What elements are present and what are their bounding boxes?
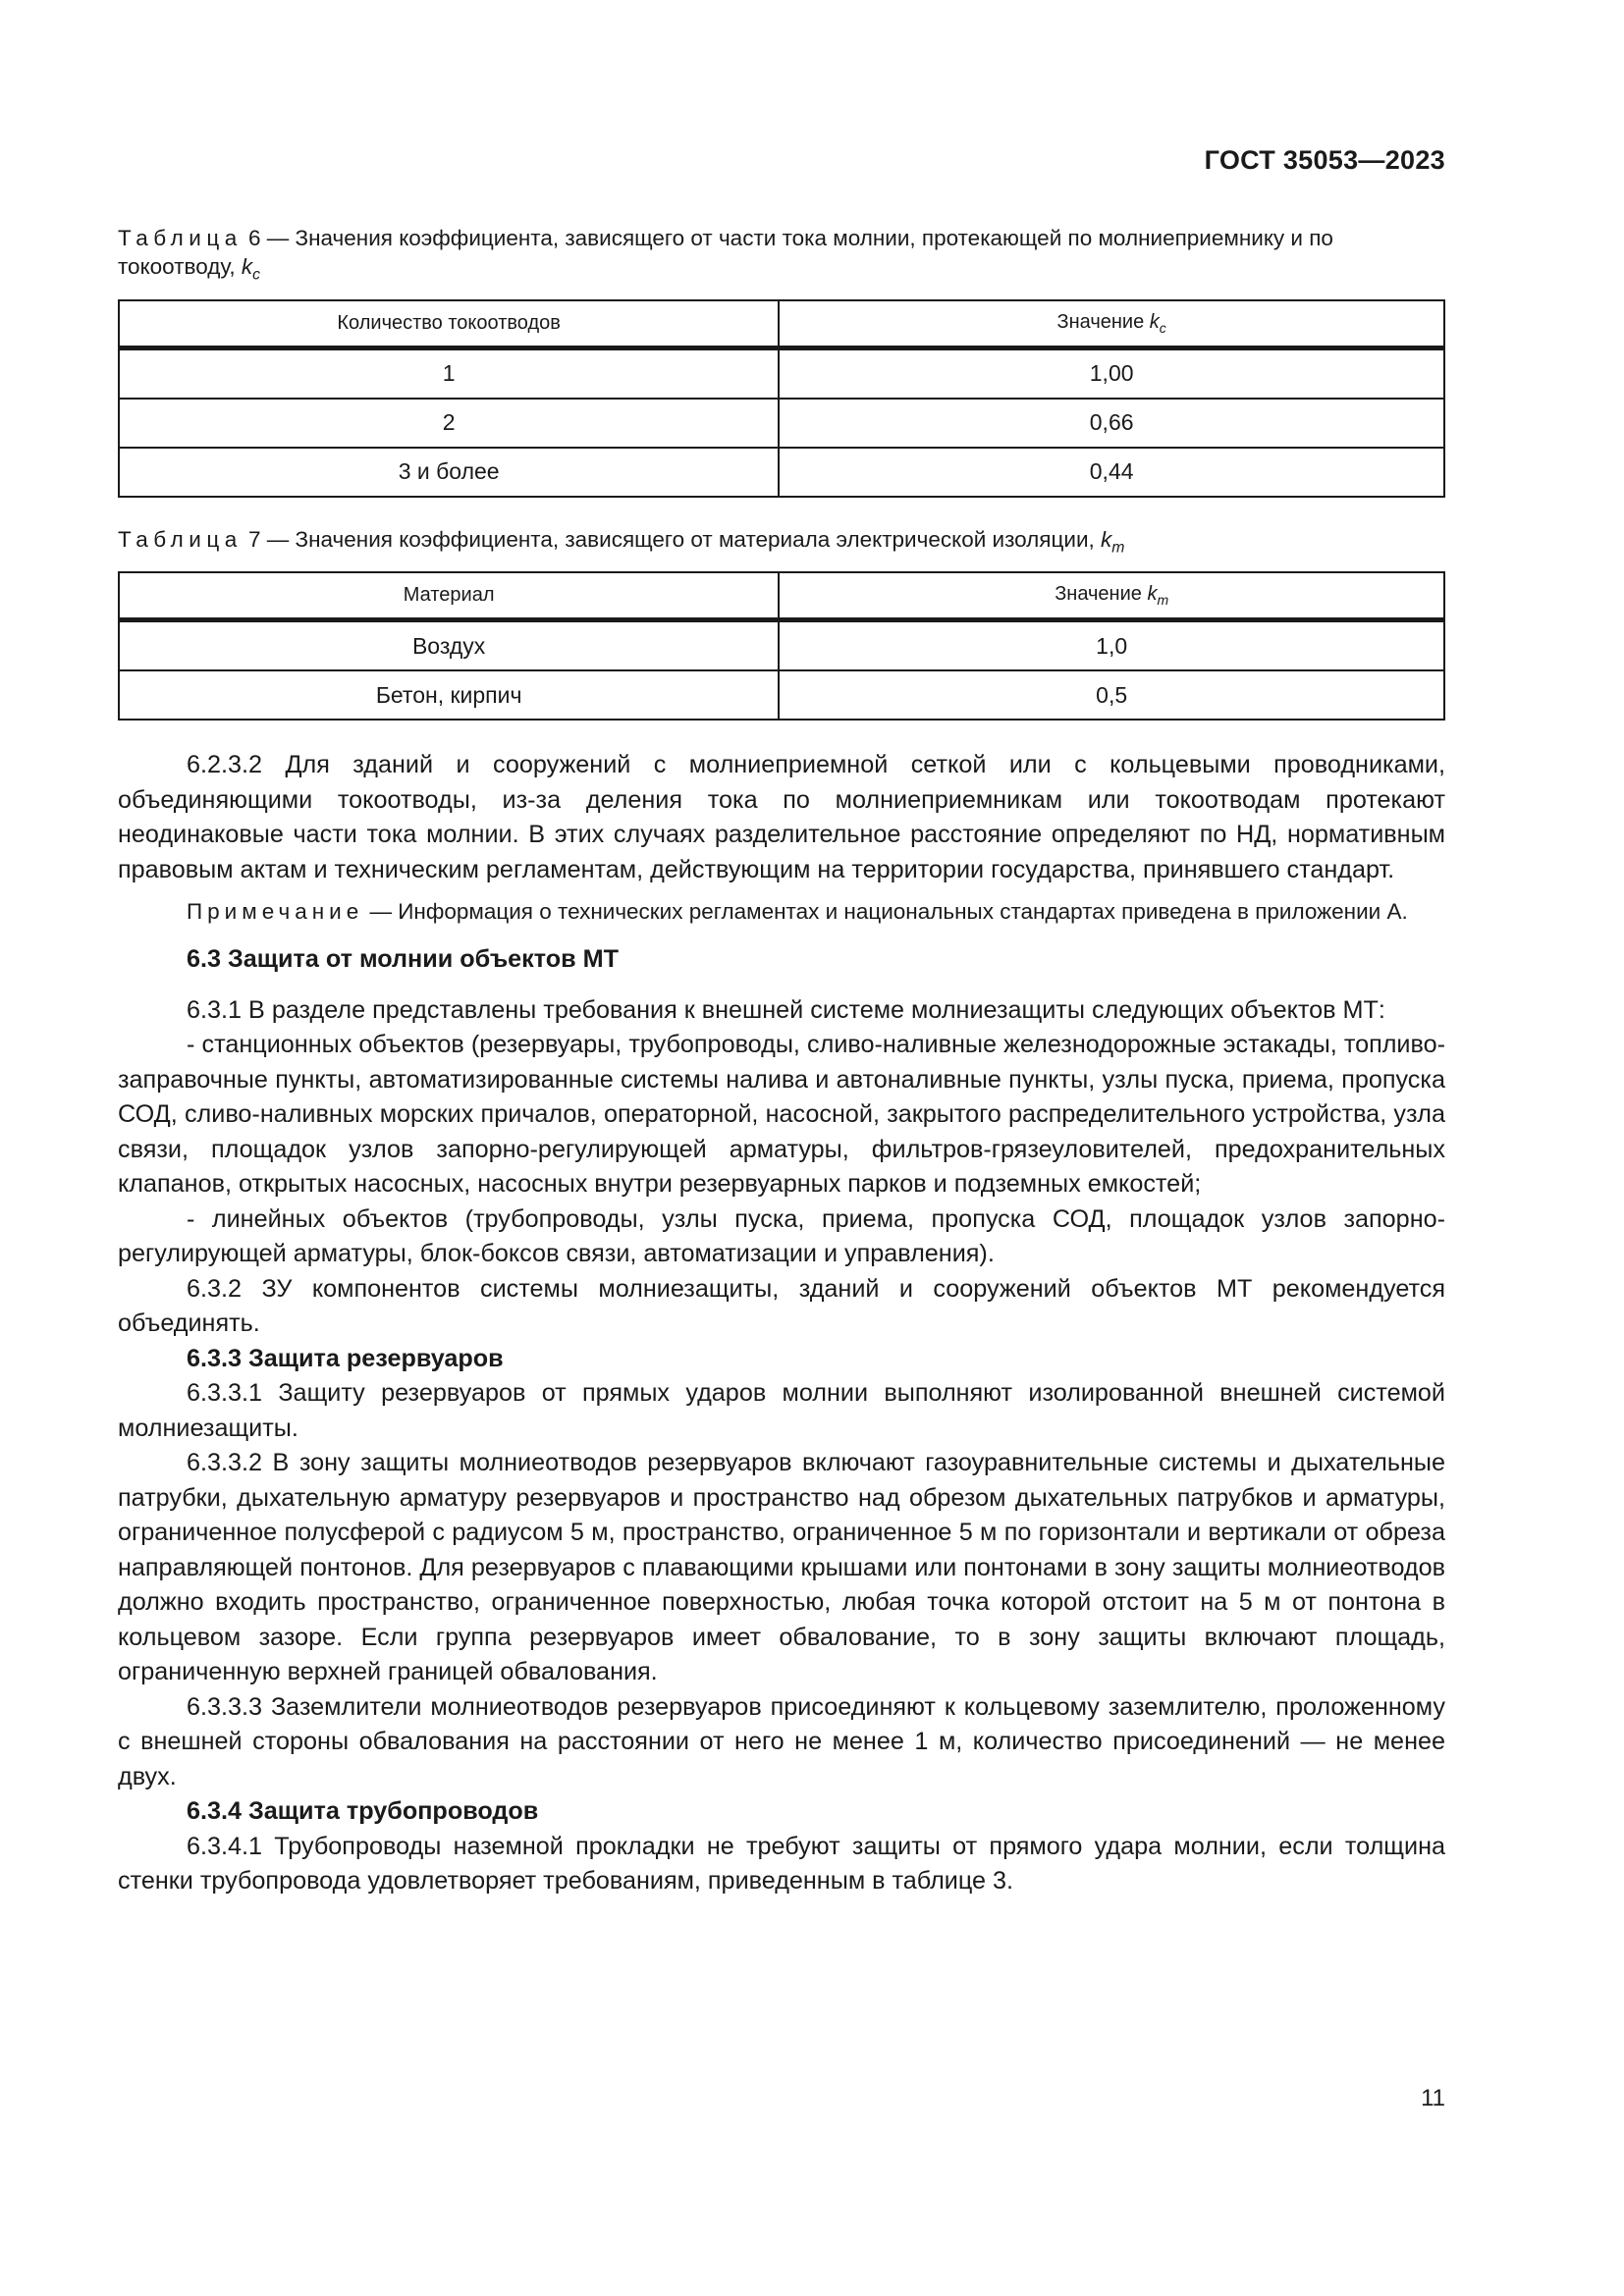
- table-7-cell-value: 1,0: [779, 620, 1444, 671]
- paragraph-6-3-3-2: 6.3.3.2 В зону защиты молниеотводов резервуаров включают газоуравнительные системы и дыхательные патрубки, дыхательную арматуру резервуаров и пространство над обрезом дыхательных патрубков и арматуры, ограниченное полусферой с радиусом 5 м, пространство, ограниченное 5 м по горизонтали и вертикали от обреза направляющей понтонов. Для резервуаров с плавающими крышами или понтонами в зону защиты молниеотводов должно входить пространство, ограниченное поверхностью, любая точка которой отстоит на 5 м от понтона в кольцевом зазоре. Если группа резервуаров имеет обвалование, то в зону защиты включают площадь, ограниченную верхней границей обвалования.: [118, 1449, 1445, 1685]
- paragraph-6-3-3-3: 6.3.3.3 Заземлители молниеотводов резервуаров присоединяют к кольцевому заземлителю, проложенному с внешней стороны обвалования на расстоянии от него не менее 1 м, количество присоединений — не менее двух.: [118, 1692, 1445, 1790]
- table-row: [119, 448, 1444, 497]
- table-7-caption-symbol: k: [1101, 526, 1112, 552]
- table-7-cell-material: Бетон, кирпич: [119, 670, 779, 720]
- table-6-caption: [118, 224, 1445, 290]
- table-row: [119, 620, 1444, 671]
- table-6-cell-count: 1: [119, 347, 779, 399]
- table-6-caption-symbol: k: [241, 254, 253, 279]
- heading-6-3: 6.3 Защита от молнии объектов МТ: [187, 945, 620, 973]
- note: [118, 897, 1445, 927]
- document-code: ГОСТ 35053—2023: [1204, 145, 1445, 175]
- table-row: [119, 347, 1444, 399]
- table-7-caption-subscript: m: [1111, 539, 1125, 556]
- note-text: — Информация о технических регламентах и национальных стандартах приведена в приложении А.: [363, 899, 1408, 924]
- table-6-cell-count: 3 и более: [119, 448, 779, 497]
- paragraph-6-3-1: 6.3.1 В разделе представлены требования к внешней системе молниезащиты следующих объектов МТ:: [187, 995, 1385, 1024]
- table-row: [119, 399, 1444, 448]
- table-7-header-row: [119, 572, 1444, 620]
- table-7-cell-value: 0,5: [779, 670, 1444, 720]
- table-6-header-value: Значение $k_c$: [779, 300, 1444, 348]
- page-content: [118, 224, 1445, 1899]
- table-6-caption-subscript: c: [252, 266, 260, 284]
- paragraph-6-3-3-1: 6.3.3.1 Защиту резервуаров от прямых ударов молнии выполняют изолированной внешней системой молниезащиты.: [118, 1379, 1445, 1442]
- paragraph-6-3-4-1: 6.3.4.1 Трубопроводы наземной прокладки не требуют защиты от прямого удара молнии, если толщина стенки трубопровода удовлетворяет требованиям, приведенным в таблице 3.: [118, 1832, 1445, 1895]
- table-row: [119, 670, 1444, 720]
- heading-6-3-3: 6.3.3 Защита резервуаров: [187, 1344, 504, 1372]
- table-6-header-row: [119, 300, 1444, 348]
- table-7: [118, 571, 1445, 721]
- page-number: 11: [1421, 2085, 1445, 2111]
- table-6-cell-value: 0,66: [779, 399, 1444, 448]
- table-6-cell-value: 0,44: [779, 448, 1444, 497]
- note-label: Примечание: [187, 899, 364, 924]
- heading-6-3-4: 6.3.4 Защита трубопроводов: [187, 1797, 539, 1825]
- table-6: [118, 299, 1445, 498]
- table-7-caption: [118, 525, 1445, 562]
- paragraph-6-3-2: 6.3.2 ЗУ компонентов системы молниезащиты, зданий и сооружений объектов МТ рекомендуется объединять.: [118, 1274, 1445, 1337]
- table-7-caption-text: 7 — Значения коэффициента, зависящего от материала электрической изоляции,: [242, 526, 1102, 552]
- table-6-header-count: Количество токоотводов: [119, 300, 779, 348]
- list-item: - станционных объектов (резервуары, трубопроводы, сливо-наливные железнодорожные эстакады, топливо-заправочные пункты, автоматизированные системы налива и автоналивные пункты, узлы пуска, приема, пропуска СОД, сливо-наливных морских причалов, операторной, насосной, закрытого распределительного устройства, узла связи, площадок узлов запорно-регулирующей арматуры, фильтров-грязеуловителей, предохранительных клапанов, открытых насосных, насосных внутри резервуарных парков и подземных емкостей;: [118, 1031, 1445, 1198]
- list-item: - линейных объектов (трубопроводы, узлы пуска, приема, пропуска СОД, площадок узлов запорно-регулирующей арматуры, блок-боксов связи, автоматизации и управления).: [118, 1204, 1445, 1267]
- table-6-caption-label: Таблица: [118, 226, 243, 250]
- table-7-cell-material: Воздух: [119, 620, 779, 671]
- table-6-cell-value: 1,00: [779, 347, 1444, 399]
- paragraph-6-2-3-2: 6.2.3.2 Для зданий и сооружений с молниеприемной сеткой или с кольцевыми проводниками, объединяющими токоотводы, из-за деления тока по молниеприемникам или токоотводам протекают неодинаковые части тока молнии. В этих случаях разделительное расстояние определяют по НД, нормативным правовым актам и техническим регламентам, действующим на территории государства, принявшего стандарт.: [118, 751, 1445, 883]
- table-7-header-material: Материал: [119, 572, 779, 620]
- table-7-header-value: Значение $k_m$: [779, 572, 1444, 620]
- table-6-cell-count: 2: [119, 399, 779, 448]
- table-7-caption-label: Таблица: [118, 526, 243, 552]
- table-6-caption-text: 6 — Значения коэффициента, зависящего от части тока молнии, протекающей по молниеприемнику и по токоотводу,: [118, 226, 1333, 279]
